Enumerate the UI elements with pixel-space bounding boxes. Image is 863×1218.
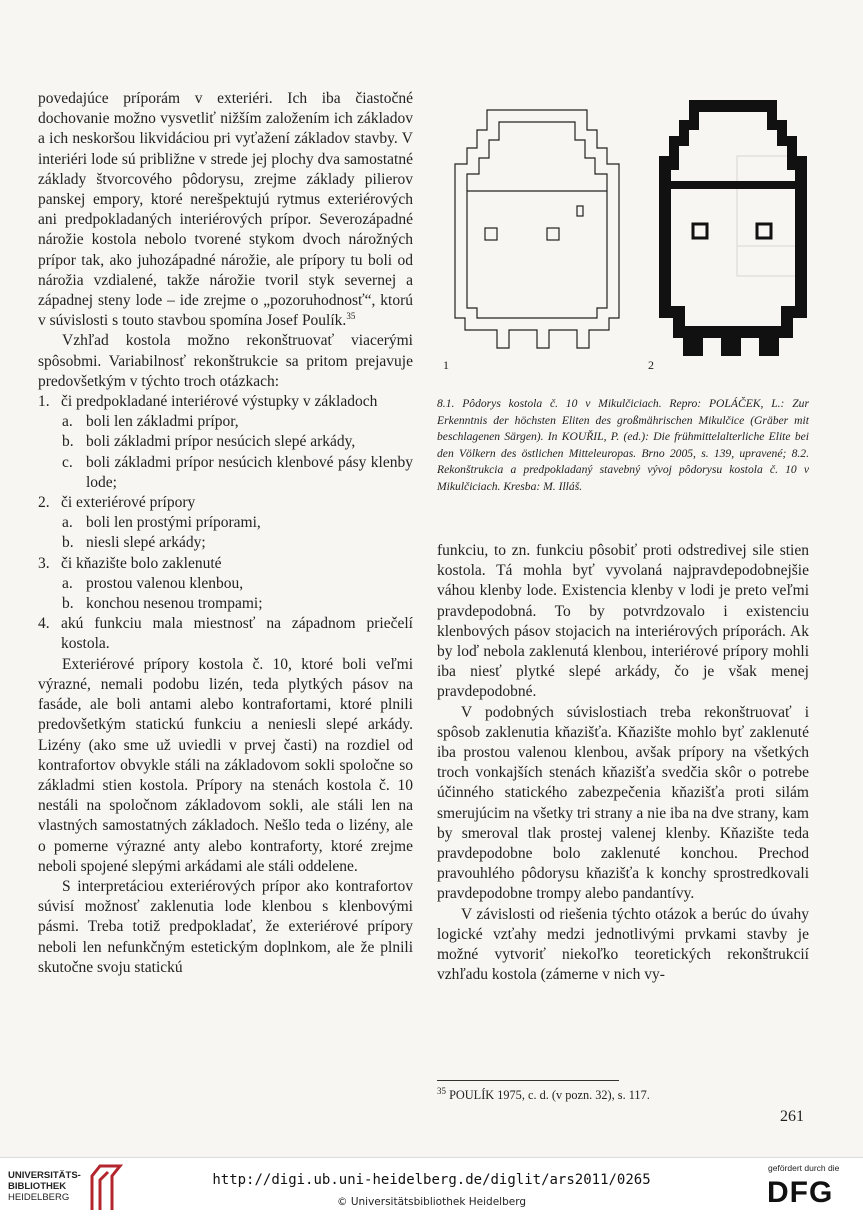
sub-list-item (38, 574, 413, 594)
sub-list-text: konchou nesenou trompami; (86, 595, 263, 613)
right-text-column (437, 541, 809, 985)
paragraph: Exteriérové prípory kostola č. 10, ktoré boli veľmi výrazné, nemali podobu lizén, teda plytkých pásov na fasáde, ale boli antami alebo kontrafortami, ktoré plnili predovšetkým statickú funkciu a neniesli slepé arkády. Lizény (ako sme už uviedli v prvej časti) na rozdiel od kontrafortov obvykle stáli na základovom sokli spoločne so základmi stien kostola. Prípory na stenách kostola č. 10 nestáli na spoločnom základovom sokli, ale stáli len na vlastných samostatných základoch. Nešlo teda o lizény, ale o pomerne výrazné anty alebo kontraforty, ktoré zrejme neboli spojené slepými arkádami ale stáli oddelene. (38, 655, 413, 875)
figure-caption: 8.1. Pôdorys kostola č. 10 v Mikulčiciach. Repro: POLÁČEK, L.: Zur Erkenntnis der höchsten Eliten des großmährischen Mikulčice (Gräber mit beschlagenen Särgen). In KOUŘIL, P. (ed.): Die frühmittelalterliche Elite bei den Völkern des östlichen Mitteleuropas. Brno 2005, s. 139, upravené; 8.2. Rekonštrukcia a predpokladaný stavebný vývoj pôdorysu kostola č. 10 v Mikulčiciach. Kresba: M. Illáš. (437, 397, 809, 493)
list-number: 1. (38, 393, 50, 411)
paragraph: Vzhľad kostola možno rekonštruovať viacerými spôsobmi. Variabilnosť rekonštrukcie sa pritom prejavuje predovšetkým v týchto troch otázkach: (38, 332, 413, 390)
left-text-column (38, 89, 413, 978)
copyright-notice: © Universitätsbibliothek Heidelberg (336, 1196, 526, 1208)
sub-list-item (38, 412, 413, 432)
paragraph: S interpretáciou exteriérových prípor ako kontrafortov súvisí možnosť zaklenutia lode klenbou s klenbovými pásmi. Treba totiž predpokladať, že exteriérové prípory neboli len nefunkčným estetickým doplnkom, ale že plnili skutočne svoju statickú (38, 877, 413, 976)
sub-list-letter: a. (62, 574, 73, 592)
list-text: akú funkciu mala miestnosť na západnom priečelí kostola. (61, 615, 413, 653)
sub-list-item (38, 513, 413, 533)
list-number: 4. (38, 615, 50, 633)
sub-list-text: prostou valenou klenbou, (86, 574, 244, 592)
sub-list-text: boli len prostými príporami, (86, 514, 261, 532)
footnote-number: 35 (437, 1085, 446, 1096)
footnote-divider (437, 1080, 619, 1081)
sub-list (38, 574, 413, 614)
funding-note: gefördert durch die (768, 1163, 840, 1173)
footnote-text: POULÍK 1975, c. d. (v pozn. 32), s. 117. (449, 1088, 650, 1102)
sub-list (38, 412, 413, 493)
floor-plan-1-outline (455, 110, 619, 348)
footnote-ref[interactable]: 35 (346, 311, 356, 322)
sub-list-item (38, 533, 413, 553)
list-text: či kňazište bolo zaklenuté (61, 554, 222, 572)
paragraph: povedajúce príporám v exteriéri. Ich iba čiastočné dochovanie možno vysvetliť nižším založením ich základov a ich neskoršou likvidáciou pri vyťažení základov stavby. V interiéri lode sú približne v strede jej plochy dva samostatné základy štvorcového pôdorysu, zrejme základy pilierov panskej empory, ktoré nerešpektujú rytmus exteriérových ani predpokladaných interiérových prípor. Severozápadné nárožie kostola nebolo tvorené stykom dvoch nárožných prípor tak, ako juhozápadné nárožie, ale prípory tu boli od nárožia vzdialené, takže nárožie tvoril styk severnej a západnej steny lode – ide zrejme o „pozoruhodnosť“, ktorú v súvislosti s touto stavbou spomína Josef Poulík.$^{35}$ (38, 90, 413, 330)
sub-list-item (38, 594, 413, 614)
library-logo-text[interactable]: UNIVERSITÄTS- BIBLIOTHEK HEIDELBERG (8, 1170, 81, 1203)
page-number: 261 (780, 1108, 804, 1125)
figure-label-2: 2 (648, 358, 654, 372)
faint-background-plan (737, 156, 797, 276)
source-url-link[interactable]: http://digi.ub.uni-heidelberg.de/diglit/ars2011/0265 (212, 1172, 651, 1188)
sub-list-letter: b. (62, 433, 74, 451)
list-text: či exteriérové prípory (61, 494, 196, 512)
sub-list-item (38, 453, 413, 493)
sub-list-letter: a. (62, 413, 73, 431)
list-number: 3. (38, 554, 50, 572)
footnote (437, 1087, 809, 1103)
paragraph: funkciu, to zn. funkciu pôsobiť proti odstredivej sile stien kostola. Tá mohla byť vyvolaná najpravdepodobnejšie váhou klenby lode. Existencia klenby v lodi je preto veľmi pravdepodobná. To by potvrdzovalo i existenciu klenbových pásov stojacich na interiérových príporách. Ak by loď nebola zaklenutá klenbou, interiérové prípory mohli iba niesť plytké slepé arkády, čo je však menej pravdepodobné. (437, 542, 809, 701)
question-item (38, 493, 413, 513)
sub-list (38, 513, 413, 553)
sub-list-letter: a. (62, 514, 73, 532)
sub-list-text: boli základmi prípor nesúcich klenbové pásy klenby lode; (86, 453, 413, 491)
list-number: 2. (38, 494, 50, 512)
question-item (38, 614, 413, 654)
list-text: či predpokladané interiérové výstupky v základoch (61, 393, 378, 411)
paragraph: V závislosti od riešenia týchto otázok a berúc do úvahy logické vzťahy medzi jednotlivými prvkami stavby je možné vytvoriť niekoľko teoretických rekonštrukcií vzhľadu kostola (zámerne v nich vy- (437, 905, 809, 984)
paragraph: V podobných súvislostiach treba rekonštruovať i spôsob zaklenutia kňazišťa. Kňazište mohlo byť zaklenuté iba prostou valenou klenbou, avšak prípory na všetkých troch vonkajších stenách kňazišťa svedčia skôr o potrebe účinného statického zabezpečenia kňazišťa proti silám smerujúcim na všetky tri strany a nie iba na dve strany, kam by smeroval tlak prostej valenej klenby. Kňazište teda pravdepodobne bolo zaklenuté konchou. Prechod pravouhlého pôdorysu kňazišťa k konchy sprostredkovali pravdepodobne trompy alebo pandantívy. (437, 703, 809, 903)
floor-plan-figure (437, 86, 809, 376)
sub-list-letter: b. (62, 595, 74, 613)
question-item (38, 392, 413, 412)
sub-list-letter: b. (62, 534, 74, 552)
question-item (38, 554, 413, 574)
sub-list-text: boli základmi prípor nesúcich slepé arkády, (86, 433, 356, 451)
sub-list-text: boli len základmi prípor, (86, 413, 239, 431)
figure-label-1: 1 (443, 358, 449, 372)
sub-list-text: niesli slepé arkády; (86, 534, 206, 552)
dfg-logo[interactable]: DFG (767, 1176, 834, 1209)
sub-list-letter: c. (62, 453, 73, 471)
question-list (38, 392, 413, 655)
floor-plan-2-solid (659, 100, 807, 356)
sub-list-item (38, 432, 413, 452)
